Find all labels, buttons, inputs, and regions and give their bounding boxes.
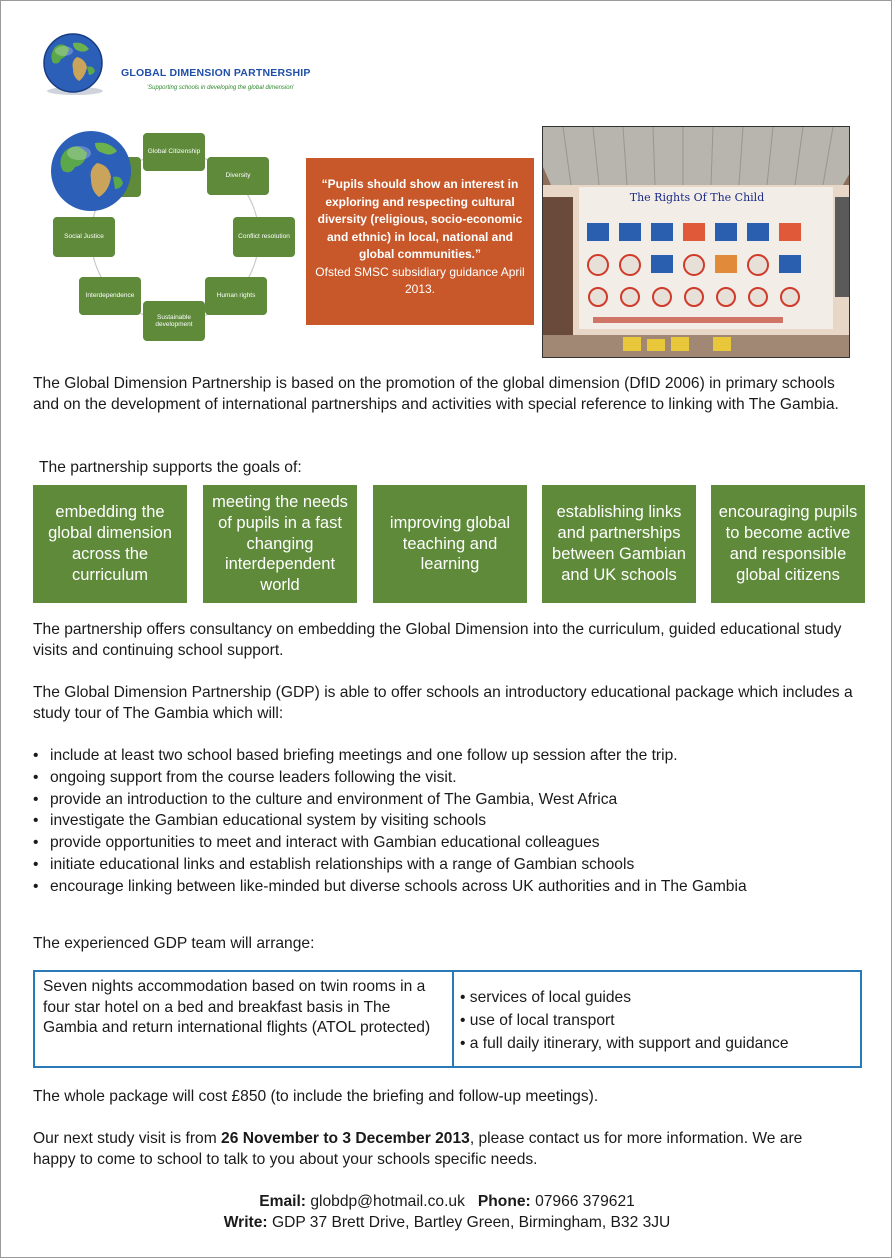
bullet-icon: •: [33, 790, 39, 808]
contact-line: Email: globdp@hotmail.co.uk Phone: 07966 379621: [259, 1193, 635, 1210]
quote-source: Ofsted SMSC subsidiary guidance April 2013.: [315, 264, 525, 296]
list-item: • ongoing support from the course leaders following the visit.: [33, 767, 863, 789]
list-item: • encourage linking between like-minded but diverse schools across UK authorities and in The Gambia: [33, 876, 863, 898]
bullet-icon: •: [460, 989, 470, 1006]
list-item: • initiate educational links and establish relationships with a range of Gambian schools: [33, 854, 863, 876]
bullet-icon: •: [33, 768, 39, 786]
arrange-title: The experienced GDP team will arrange:: [33, 935, 315, 952]
bullet-icon: •: [33, 834, 39, 852]
list-item: • include at least two school based briefing meetings and one follow up session after the trip.: [33, 745, 863, 767]
goal-box: improving global teaching and learning: [373, 485, 527, 603]
study-tour-list: [33, 745, 863, 898]
goal-box: embedding the global dimension across the curriculum: [33, 485, 187, 603]
list-item: • provide an introduction to the culture and environment of The Gambia, West Africa: [33, 789, 863, 811]
ofsted-quote-box: [306, 158, 534, 325]
diagram-node-conflict-resolution: Conflict resolution: [233, 217, 295, 257]
postal-address: GDP 37 Brett Drive, Bartley Green, Birmingham, B32 3JU: [271, 1214, 671, 1231]
quote-text: “Pupils should show an interest in exploring and respecting cultural diversity (religious, socio-economic and ethnic) in local, national and global communities.”: [317, 177, 523, 261]
bullet-icon: •: [33, 812, 39, 830]
diagram-node-interdependence: Interdependence: [79, 277, 141, 315]
next-visit-paragraph: Our next study visit is from 26 November to 3 December 2013, please contact us for more information. We are happy to come to school to talk to you about your schools specific needs.: [33, 1130, 803, 1168]
mural-caption: The Rights Of The Child: [629, 191, 765, 204]
list-item: • a full daily itinerary, with support and guidance: [460, 1035, 789, 1052]
global-dimension-diagram: [49, 129, 290, 345]
email-address[interactable]: globdp@hotmail.co.uk: [310, 1193, 465, 1210]
visit-dates: 26 November to 3 December 2013: [221, 1130, 470, 1147]
arrange-box: [33, 970, 862, 1068]
list-item: • investigate the Gambian educational system by visiting schools: [33, 810, 863, 832]
org-tagline: 'Supporting schools in developing the global dimension': [147, 85, 295, 91]
phone-number: 07966 379621: [535, 1193, 635, 1210]
list-item: • use of local transport: [460, 1012, 615, 1029]
package-intro-paragraph: The Global Dimension Partnership (GDP) is able to offer schools an introductory educational package which includes a study tour of The Gambia which will:: [33, 684, 853, 722]
goal-box: meeting the needs of pupils in a fast changing interdependent world: [203, 485, 357, 603]
address-line: Write: GDP 37 Brett Drive, Bartley Green, Birmingham, B32 3JU: [223, 1214, 671, 1231]
cost-paragraph: The whole package will cost £850 (to include the briefing and follow-up meetings).: [33, 1088, 599, 1105]
bullet-icon: •: [33, 855, 39, 873]
consultancy-paragraph: The partnership offers consultancy on embedding the Global Dimension into the curriculum, guided educational study visits and continuing school support.: [33, 621, 842, 659]
center-globe-icon: [49, 129, 133, 213]
diagram-node-social-justice: Social Justice: [53, 217, 115, 257]
accommodation-text: Seven nights accommodation based on twin rooms in a four star hotel on a bed and breakfast basis in The Gambia and return international flights (ATOL protected): [35, 972, 454, 1066]
goal-box: establishing links and partnerships between Gambian and UK schools: [542, 485, 696, 603]
mural-image: [543, 127, 850, 358]
globe-logo-icon: [37, 31, 109, 97]
services-list: [454, 972, 860, 1066]
org-name: GLOBAL DIMENSION PARTNERSHIP: [121, 67, 311, 79]
goals-title: The partnership supports the goals of:: [39, 459, 302, 476]
bullet-icon: •: [460, 1012, 470, 1029]
bullet-icon: •: [33, 877, 39, 895]
bullet-icon: •: [460, 1035, 470, 1052]
goal-box: encouraging pupils to become active and responsible global citizens: [711, 485, 865, 603]
bullet-icon: •: [33, 747, 39, 764]
rights-of-the-child-photo: [542, 126, 850, 358]
diagram-node-human-rights: Human rights: [205, 277, 267, 315]
diagram-node-sustainable-development: Sustainable development: [143, 301, 205, 341]
list-item: • services of local guides: [460, 989, 632, 1006]
intro-paragraph: The Global Dimension Partnership is based on the promotion of the global dimension (DfID 2006) in primary schools and on the development of international partnerships and activities with special reference to linking with The Gambia.: [33, 375, 839, 413]
diagram-node-global-citizenship: Global Citizenship: [143, 133, 205, 171]
list-item: • provide opportunities to meet and interact with Gambian educational colleagues: [33, 832, 863, 854]
diagram-node-diversity: Diversity: [207, 157, 269, 195]
